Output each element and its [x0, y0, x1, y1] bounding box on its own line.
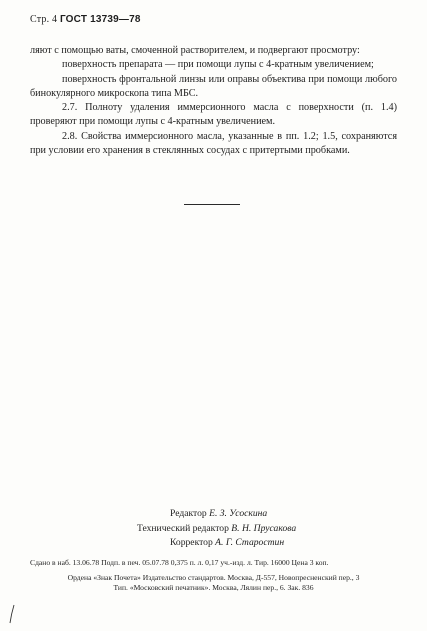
paragraph-continuation: ляют с помощью ваты, смоченной растворителем, и подвергают просмотру: [30, 45, 360, 56]
page-header [30, 14, 141, 25]
page-number-label: Стр. 4 [30, 14, 58, 25]
publisher-line: Ордена «Знак Почета» Издательство стандартов. Москва, Д-557, Новопресненский пер., 3 [67, 573, 360, 582]
section-divider [184, 204, 240, 205]
paragraph-clause-2-8: 2.8. Свойства иммерсионного масла, указанные в пп. 1.2; 1.5, сохраняются при условии его хранения в стеклянных сосудах с притертыми пробками. [30, 130, 397, 157]
credit-role: Технический редактор [137, 522, 229, 534]
printing-house-line: Тип. «Московский печатник». Москва, Лялин пер., 6. Зак. 836 [113, 583, 314, 593]
margin-mark-icon [9, 604, 15, 624]
credit-name: Е. З. Усоскина [209, 508, 268, 519]
standard-designation: ГОСТ 13739—78 [59, 14, 141, 25]
credit-tech-editor [30, 522, 397, 537]
credit-role: Корректор [170, 537, 213, 548]
credit-name: В. Н. Прусакова [231, 522, 297, 534]
paragraph-front-lens: поверхность фронтальной линзы или оправы объектива при помощи любого бинокулярного микроскопа типа МБС. [30, 73, 397, 99]
body-text [30, 44, 397, 158]
paragraph-clause-2-7: 2.7. Полноту удаления иммерсионного масла с поверхности (п. 1.4) проверяют при помощи лупы с 4-кратным увеличением. [30, 102, 397, 128]
credit-editor [30, 507, 397, 522]
credit-proofreader [30, 536, 397, 551]
credit-role: Редактор [170, 508, 207, 519]
credit-name: А. Г. Старостин [215, 537, 285, 548]
publisher-info [30, 573, 397, 593]
paragraph-specimen-surface: поверхность препарата — при помощи лупы с 4-кратным увеличением; [62, 59, 374, 71]
print-imprint: Сдано в наб. 13.06.78 Подп. в печ. 05.07.78 0,375 п. л. 0,17 уч.-изд. л. Тир. 16000 Цена 3 коп. [30, 558, 329, 567]
editorial-credits [30, 507, 397, 551]
